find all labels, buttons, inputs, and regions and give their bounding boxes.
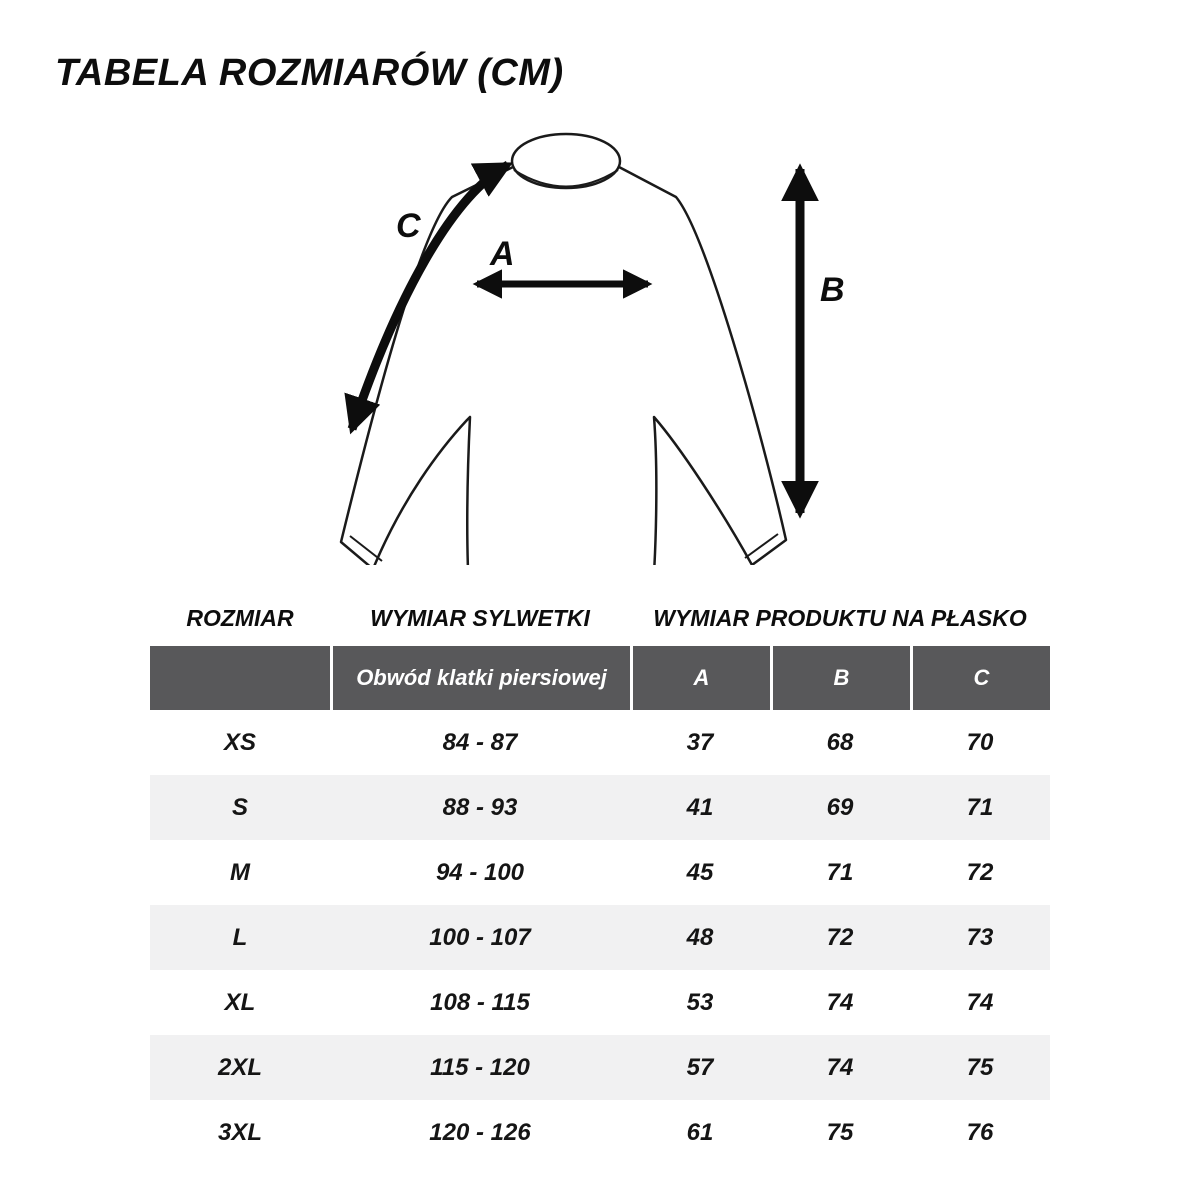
cell-a: 45 (686, 858, 714, 886)
cell-size: L (232, 923, 248, 951)
diagram-label-c: C (396, 207, 421, 245)
cell-a: 41 (686, 793, 714, 821)
cell-c: 73 (966, 923, 994, 951)
cell-b: 71 (826, 858, 854, 886)
cell-c: 76 (966, 1118, 994, 1146)
cell-b: 74 (826, 1053, 854, 1081)
cell-chest: 100 - 107 (429, 923, 531, 951)
group-header-product: WYMIAR PRODUKTU NA PŁASKO (653, 605, 1027, 631)
cell-b: 74 (826, 988, 854, 1016)
header-cell-c: C (910, 646, 1050, 710)
table-row (150, 1100, 1050, 1165)
cell-chest: 115 - 120 (430, 1053, 530, 1081)
cell-b: 69 (826, 793, 854, 821)
header-cell-b: B (770, 646, 910, 710)
shirt-measurement-diagram (0, 117, 1200, 565)
cell-a: 48 (686, 923, 714, 951)
cell-chest: 88 - 93 (442, 793, 518, 821)
table-group-headers (150, 605, 1050, 632)
cell-a: 37 (686, 728, 714, 756)
cell-chest: 94 - 100 (435, 858, 525, 886)
cell-b: 75 (826, 1118, 854, 1146)
size-table (150, 646, 1050, 1165)
cell-c: 70 (966, 728, 994, 756)
cell-c: 72 (966, 858, 994, 886)
cell-size: M (230, 858, 250, 886)
cell-chest: 84 - 87 (442, 728, 518, 756)
cell-b: 72 (826, 923, 854, 951)
group-header-size: ROZMIAR (186, 605, 294, 631)
header-cell-chest: Obwód klatki piersiowej (330, 646, 630, 710)
table-row (150, 970, 1050, 1035)
diagram-label-a: A (490, 235, 515, 273)
cell-c: 74 (966, 988, 994, 1016)
cell-a: 53 (686, 988, 714, 1016)
cell-size: XL (224, 988, 256, 1016)
group-header-body: WYMIAR SYLWETKI (370, 605, 590, 631)
cell-size: 3XL (217, 1118, 262, 1146)
header-cell-size (150, 646, 330, 710)
cell-size: 2XL (217, 1053, 262, 1081)
cell-b: 68 (826, 728, 854, 756)
cell-a: 61 (686, 1118, 714, 1146)
cell-a: 57 (686, 1053, 714, 1081)
cell-c: 75 (966, 1053, 994, 1081)
table-row (150, 775, 1050, 840)
table-row (150, 1035, 1050, 1100)
header-cell-a: A (630, 646, 770, 710)
shirt-collar-outer (512, 134, 620, 188)
table-row (150, 710, 1050, 775)
table-row (150, 905, 1050, 970)
table-header-row (150, 646, 1050, 710)
cell-size: S (231, 793, 248, 821)
table-row (150, 840, 1050, 905)
diagram-label-b: B (820, 271, 845, 309)
cell-chest: 108 - 115 (430, 988, 530, 1016)
cell-chest: 120 - 126 (429, 1118, 531, 1146)
cell-c: 71 (966, 793, 994, 821)
cell-size: XS (223, 728, 256, 756)
page-title: TABELA ROZMIARÓW (CM) (55, 52, 564, 94)
